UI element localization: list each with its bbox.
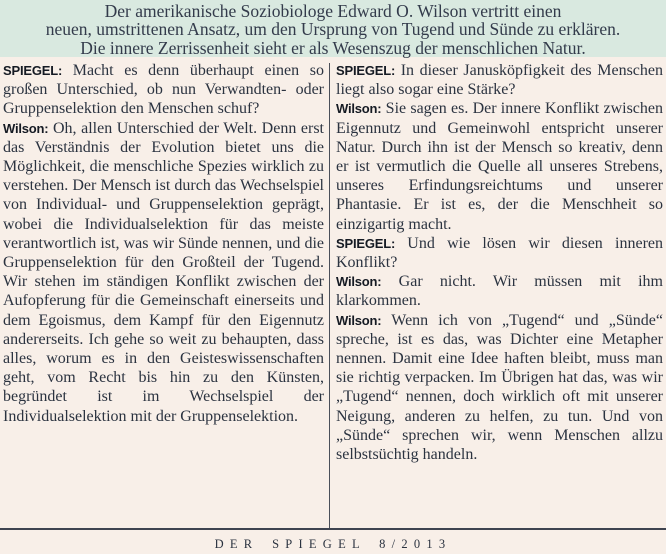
- lead-line: neuen, umstrittenen Ansatz, um den Ursprung von Tugend und Sünde zu erklären.: [45, 19, 621, 40]
- speaker-label: Wilson:: [3, 120, 49, 136]
- qa-paragraph: [3, 119, 324, 426]
- qa-paragraph: [336, 311, 663, 465]
- magazine-credit: DER SPIEGEL 8/2013: [214, 537, 452, 551]
- qa-paragraph: [336, 99, 663, 233]
- footer: [0, 530, 666, 554]
- speaker-label: Wilson:: [336, 101, 382, 117]
- interview-column-left: [3, 61, 329, 528]
- speaker-label: SPIEGEL:: [336, 235, 396, 251]
- article-lead: [0, 0, 666, 57]
- qa-paragraph: [336, 272, 663, 310]
- speaker-label: Wilson:: [336, 312, 382, 328]
- speaker-label: SPIEGEL:: [3, 63, 63, 78]
- question-text: Und wie lösen wir diesen inneren Konflikt?: [336, 234, 663, 272]
- qa-paragraph: [3, 61, 324, 119]
- answer-text: Oh, allen Unterschied der Welt. Denn erst das Verständnis der Evolution bietet uns die Möglichkeit, die menschliche Spezies wirklich zu verstehen. Der Mensch ist durch das Wechselspiel von Individual- und Gruppenselektion geprägt, wobei die Individualselektion für das meiste verantwortlich ist, was wir Sünde nennen, und die Gruppenselektion für den Großteil der Tugend. Wir stehen im ständigen Konflikt zwischen der Aufopferung für die Gemeinschaft einerseits und dem Egoismus, dem Kampf für den Eigennutz andererseits. Ich gehe so weit zu behaupten, dass alles, worum es in den Geisteswissenschaften geht, vom Recht bis hin zu den Künsten, begründet ist im Wechselspiel der Individualselektion mit der Gruppenselektion.: [3, 119, 324, 425]
- answer-text: Sie sagen es. Der innere Konflikt zwischen Eigennutz und Gemeinwohl entspricht unserer Natur. Durch ihn ist der Mensch so kreativ, denn er ist vermutlich die Quelle all unseres Strebens, unseres Erfindungsreichtums und unserer Phantasie. Er ist es, der die Menschheit so einzigartig macht.: [336, 100, 663, 233]
- answer-text: Gar nicht. Wir müssen mit ihm klarkommen.: [336, 273, 663, 310]
- interview-column-right: [330, 61, 663, 528]
- question-text: Macht es denn überhaupt einen so großen Unterschied, ob nun Verwandten- oder Gruppenselektion den Menschen schuf?: [3, 62, 325, 118]
- interview-body: [0, 57, 666, 528]
- qa-paragraph: [336, 61, 663, 99]
- answer-text: Wenn ich von „Tugend“ und „Sünde“ spreche, ist es das, was Dichter eine Metapher nennen. Damit eine Idee haften bleibt, muss man sie richtig verpacken. Im Übrigen hat das, was wir „Tugend“ nennen, doch wirklich oft mit unserer Neigung, anderen zu helfen, zu tun. Und von „Sünde“ sprechen wir, wenn Menschen allzu selbstsüchtig handeln.: [336, 311, 663, 464]
- lead-line: Der amerikanische Soziobiologe Edward O. Wilson vertritt einen: [104, 1, 562, 21]
- qa-paragraph: [336, 234, 663, 272]
- question-text: In dieser Janusköpfigkeit des Menschen liegt also sogar eine Stärke?: [336, 62, 663, 99]
- speaker-label: SPIEGEL:: [336, 63, 396, 78]
- lead-line: Die innere Zerrissenheit sieht er als Wesenszug der menschlichen Natur.: [80, 37, 586, 58]
- speaker-label: Wilson:: [336, 274, 382, 290]
